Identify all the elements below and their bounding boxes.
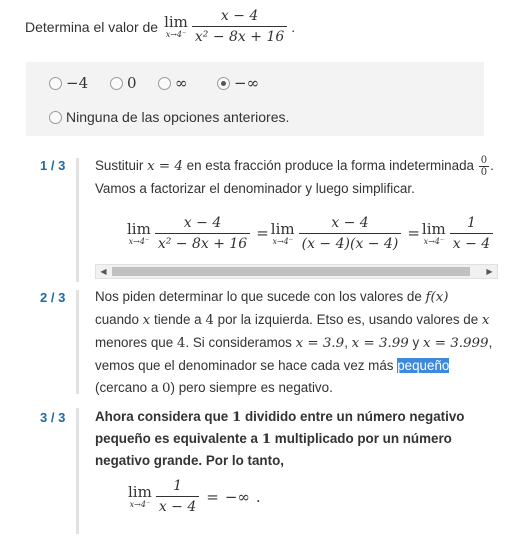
math-inline: x = 3.99 — [351, 336, 409, 351]
period: . — [255, 487, 261, 506]
option-minus-infinity[interactable] — [217, 74, 259, 92]
fraction-numerator: 1 — [467, 214, 476, 231]
step-number: 2 / 3 — [40, 290, 66, 305]
limit-word: lim — [127, 219, 151, 238]
limit-operator — [164, 14, 188, 39]
text: . Vamos a factorizar el denominador y luego simplificar. — [95, 158, 494, 197]
fraction-numerator: 1 — [173, 478, 182, 494]
limit-word: lim — [164, 13, 188, 31]
text: dividido entre un número negativo pequeño es equivalente a — [95, 409, 465, 446]
zero-over-zero — [479, 155, 489, 178]
radio-button[interactable] — [49, 111, 62, 124]
math-inline: x — [481, 313, 490, 328]
text: . Si consideramos — [185, 335, 292, 350]
math-inline: 1 — [231, 409, 242, 425]
limit-word: lim — [270, 219, 295, 238]
text: por la izquierda. Etso es, usando valores de — [217, 312, 479, 327]
text: cuando — [95, 312, 139, 327]
math-inline: x — [142, 313, 151, 328]
fraction-denominator: (x − 4)(x − 4) — [299, 233, 402, 252]
text: tiende a — [153, 312, 202, 327]
math-inline: x = 4 — [147, 159, 183, 175]
text: ) pero siempre es negativo. — [170, 380, 333, 395]
text: multiplicado por un número negativo grande. Por lo tanto, — [95, 431, 452, 468]
option-0[interactable] — [110, 74, 137, 92]
math-inline: x = 3.999 — [422, 336, 489, 351]
limit-subscript: x→4⁻ — [272, 236, 293, 246]
option-label: ∞ — [175, 74, 188, 92]
math-inline: x = 3.9 — [295, 336, 345, 351]
fraction-denominator: x² − 8x + 16 — [155, 233, 250, 252]
limit-operator — [422, 221, 446, 246]
fraction-denominator: 0 — [480, 167, 488, 178]
highlighted-text[interactable]: pequeño — [397, 358, 450, 373]
option-label: 0 — [127, 74, 137, 92]
option-label: −∞ — [234, 74, 260, 92]
answer-options — [26, 62, 484, 136]
fraction-numerator: x − 4 — [220, 8, 259, 24]
scrollbar-thumb[interactable] — [112, 267, 470, 276]
text: (cercano a — [95, 380, 159, 395]
question-fraction — [192, 8, 287, 45]
limit-subscript: x→4⁻ — [165, 30, 187, 39]
math-inline: 1 — [261, 431, 272, 447]
math-inline: 4 — [205, 313, 214, 328]
limit-operator — [127, 221, 151, 246]
question-period: . — [291, 18, 296, 35]
limit-operator — [271, 221, 295, 246]
text: menores que — [95, 335, 174, 350]
text: , vemos que el denominador se hace cada vez más — [95, 335, 493, 373]
question-prompt — [25, 8, 295, 45]
step-divider — [76, 290, 79, 394]
fraction-numerator: 0 — [480, 155, 488, 166]
fraction — [156, 478, 199, 515]
equals-sign: = — [407, 224, 420, 242]
fraction-denominator: x² − 8x + 16 — [192, 26, 287, 45]
step-number: 3 / 3 — [40, 410, 66, 425]
step-text — [95, 406, 495, 472]
step-text — [95, 286, 495, 400]
text: en esta fracción produce la forma indeterminada — [186, 158, 474, 174]
limit-subscript: x→4⁻ — [129, 500, 151, 509]
scroll-left-arrow-icon[interactable]: ◀ — [100, 267, 107, 276]
limit-word: lim — [128, 483, 152, 501]
text: Ahora considera que — [95, 409, 229, 424]
fraction-numerator: x − 4 — [183, 214, 222, 231]
fraction — [155, 215, 250, 252]
text: , — [344, 335, 348, 350]
text: y — [412, 335, 420, 350]
radio-button[interactable] — [110, 77, 123, 90]
fraction — [450, 215, 493, 252]
text: Sustituir — [95, 158, 144, 174]
radio-button[interactable] — [49, 77, 62, 90]
equals-sign: = — [256, 224, 269, 242]
step-number: 1 / 3 — [40, 158, 66, 173]
equals-sign: = — [206, 487, 219, 506]
limit-subscript: x→4⁻ — [128, 236, 150, 246]
math-inline: 0 — [162, 381, 171, 396]
step-3-equation — [128, 478, 264, 515]
radio-button-selected[interactable] — [217, 77, 230, 90]
text: Nos piden determinar lo que sucede con los valores de — [95, 289, 422, 304]
step-1-equation — [127, 208, 499, 258]
step-text — [95, 155, 495, 200]
option-label: Ninguna de las opciones anteriores. — [66, 109, 290, 125]
radio-button[interactable] — [158, 77, 171, 90]
limit-word: lim — [421, 219, 446, 238]
fraction-denominator: x − 4 — [156, 496, 199, 515]
horizontal-scrollbar[interactable] — [95, 264, 498, 279]
step-divider — [76, 408, 79, 534]
math-inline: 4 — [176, 336, 186, 351]
option-minus-4[interactable] — [49, 74, 88, 92]
math-inline: f(x) — [425, 290, 449, 305]
limit-subscript: x→4⁻ — [423, 236, 445, 246]
scroll-right-arrow-icon[interactable]: ▶ — [486, 267, 493, 276]
fraction-denominator: x − 4 — [450, 233, 493, 252]
fraction-numerator: x − 4 — [331, 214, 369, 231]
option-infinity[interactable] — [158, 74, 188, 92]
option-none[interactable] — [49, 109, 289, 125]
question-text: Determina el valor de — [25, 18, 159, 35]
fraction — [299, 215, 402, 252]
step-divider — [76, 158, 79, 282]
option-label: −4 — [66, 74, 89, 92]
result-value: −∞ — [224, 487, 250, 506]
limit-operator — [128, 484, 152, 509]
